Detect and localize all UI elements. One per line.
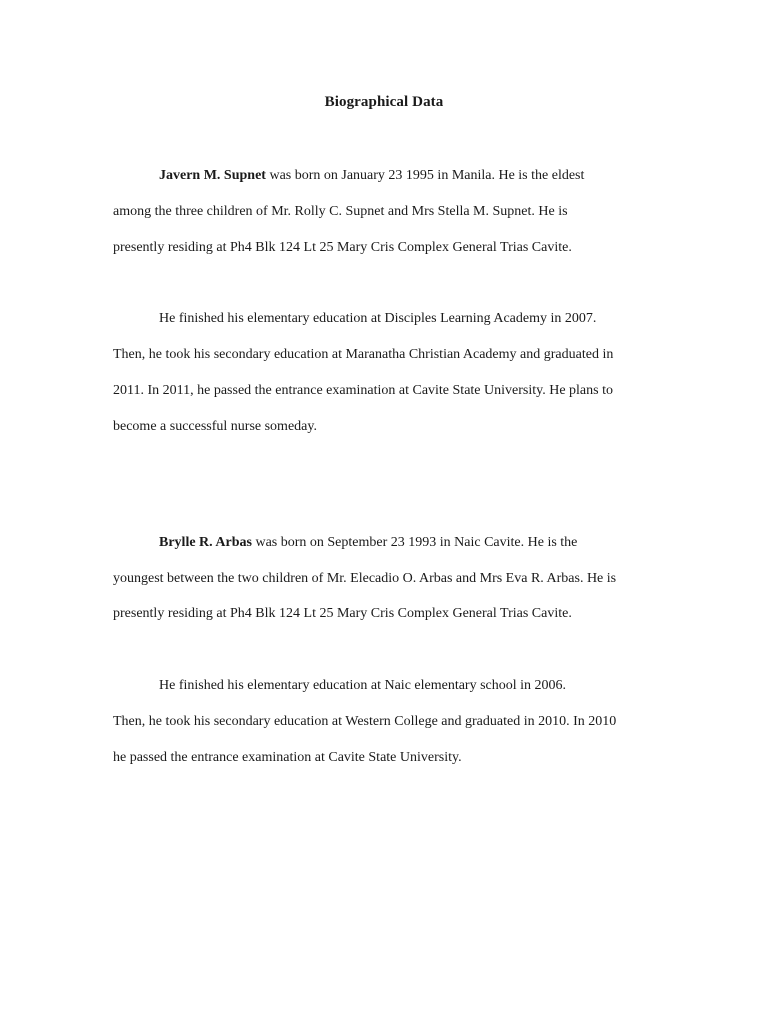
bio1-edu-line-4: become a successful nurse someday. [113,419,317,434]
bio1-name: Javern M. Supnet [159,168,266,183]
bio2-edu-line-2: Then, he took his secondary education at Western College and graduated in 2010. In 2010 [113,714,617,729]
bio1-line-2: among the three children of Mr. Rolly C. Supnet and Mrs Stella M. Supnet. He is [113,204,568,219]
bio2-edu-line-1: He finished his elementary education at Naic elementary school in 2006. [159,678,567,693]
bio2-line-3: presently residing at Ph4 Blk 124 Lt 25 Mary Cris Complex General Trias Cavite. [113,606,572,621]
document-title: Biographical Data [324,94,444,110]
bio2-name: Brylle R. Arbas [159,535,252,550]
bio2-line-2: youngest between the two children of Mr. Elecadio O. Arbas and Mrs Eva R. Arbas. He is [113,571,617,586]
bio1-intro-text: was born on January 23 1995 in Manila. He is the eldest [265,168,585,183]
bio1-line-1 [159,167,584,185]
bio1-edu-line-1: He finished his elementary education at Disciples Learning Academy in 2007. [159,311,597,326]
bio1-edu-line-2: Then, he took his secondary education at Maranatha Christian Academy and graduated in [113,347,614,362]
bio2-intro-text: was born on September 23 1993 in Naic Cavite. He is the [251,535,578,550]
bio2-edu-line-3: he passed the entrance examination at Cavite State University. [113,750,462,765]
bio1-edu-line-3: 2011. In 2011, he passed the entrance examination at Cavite State University. He plans to [113,383,613,398]
bio1-line-3: presently residing at Ph4 Blk 124 Lt 25 Mary Cris Complex General Trias Cavite. [113,240,572,255]
bio2-line-1 [159,534,577,552]
